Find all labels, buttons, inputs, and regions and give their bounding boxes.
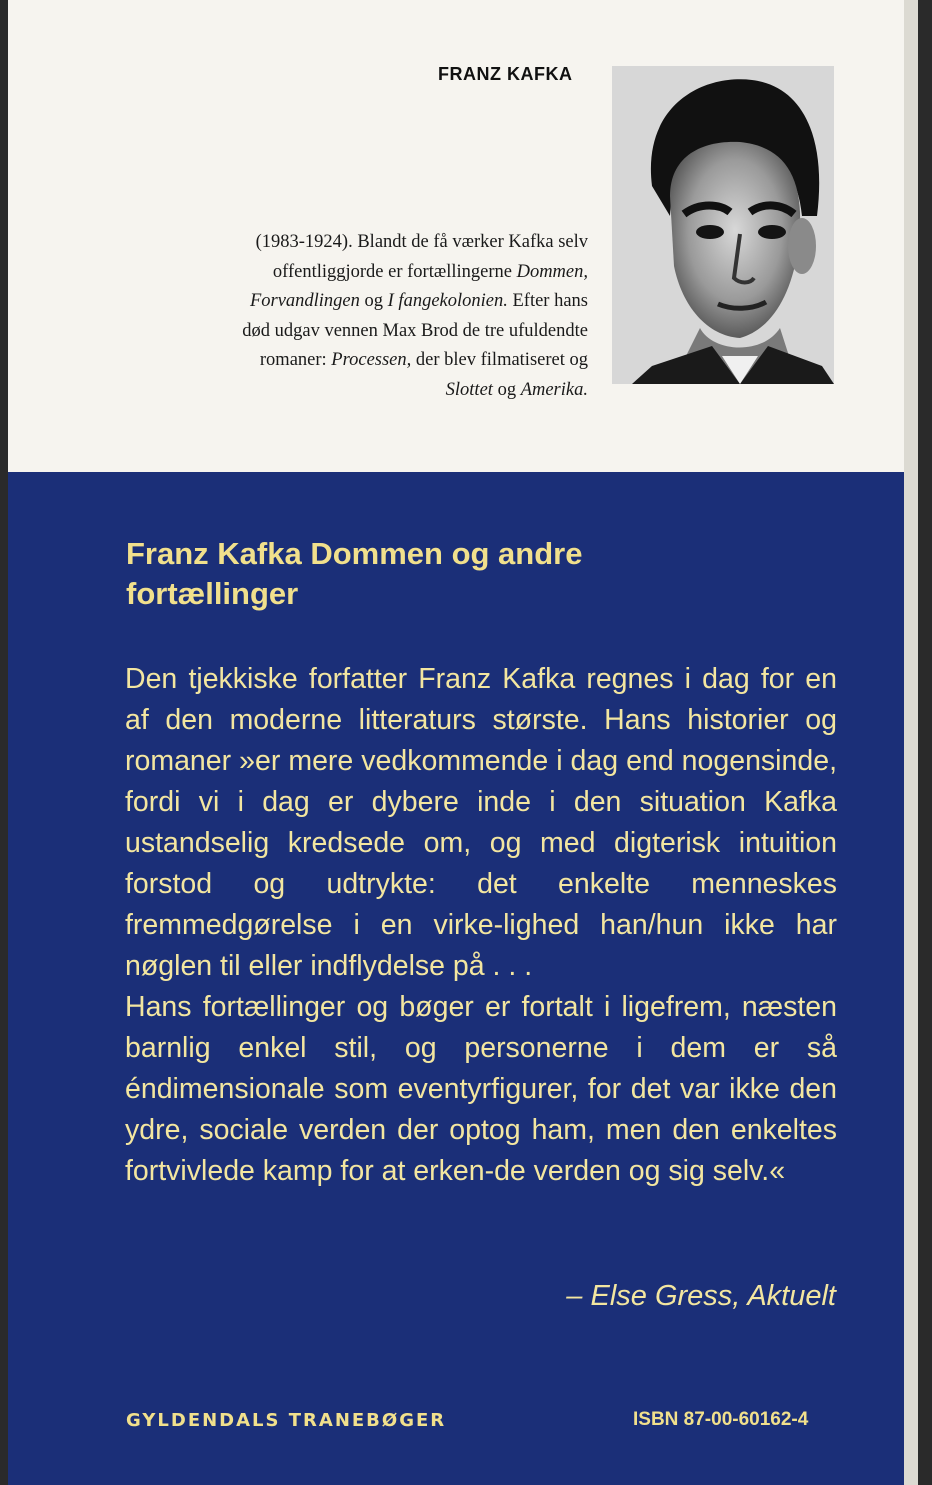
bio-line-2: offentliggjorde er fortællingerne Dommen, bbox=[272, 261, 588, 282]
bio-line-4: død udgav vennen Max Brod de tre ufuldendte bbox=[242, 320, 588, 341]
blurb-paragraph-1: Den tjekkiske forfatter Franz Kafka regnes i dag for en af den moderne litteraturs største. Hans historier og romaner »er mere vedkommende i dag end nogensinde, fordi vi i dag er dybere inde i den situation Kafka ustandselig kredsede om, og med digterisk intuition forstod og udtrykte: det enkelte menneskes fremmedgørelse i en virke-lighed han/hun ikke har nøglen til eller indflydelse på . . . bbox=[125, 663, 837, 982]
book-title bbox=[126, 534, 806, 614]
blurb-text bbox=[125, 659, 837, 1192]
quote-attribution: – Else Gress, Aktuelt bbox=[566, 1280, 836, 1312]
blurb-paragraph-2: Hans fortællinger og bøger er fortalt i ligefrem, næsten barnlig enkel stil, og personerne i dem er så éndimensionale som eventyrfigurer, for det var ikke den ydre, sociale verden der optog ham, men den enkeltes fortvivlede kamp for at erken-de verden og sig selv.« bbox=[125, 991, 837, 1187]
book-back-cover bbox=[8, 0, 918, 1485]
author-bio bbox=[128, 228, 588, 405]
author-section bbox=[8, 0, 904, 472]
cover-edge bbox=[903, 0, 918, 1485]
bio-line-3: Forvandlingen og I fangekolonien. Efter hans bbox=[249, 291, 588, 311]
isbn-number: ISBN 87-00-60162-4 bbox=[633, 1409, 809, 1430]
author-portrait-photo bbox=[612, 66, 834, 384]
publisher-name: GYLDENDALS TRANEBØGER bbox=[126, 1410, 447, 1431]
book-title-line-1: Franz Kafka Dommen og andre bbox=[126, 536, 583, 571]
bio-line-1: (1983-1924). Blandt de få værker Kafka selv bbox=[255, 232, 588, 252]
bio-line-5: romaner: Processen, der blev filmatiseret og bbox=[259, 350, 588, 370]
bio-line-6: Slottet og Amerika. bbox=[445, 379, 588, 400]
author-label: FRANZ KAFKA bbox=[438, 64, 573, 84]
book-title-line-2: fortællinger bbox=[126, 576, 299, 611]
